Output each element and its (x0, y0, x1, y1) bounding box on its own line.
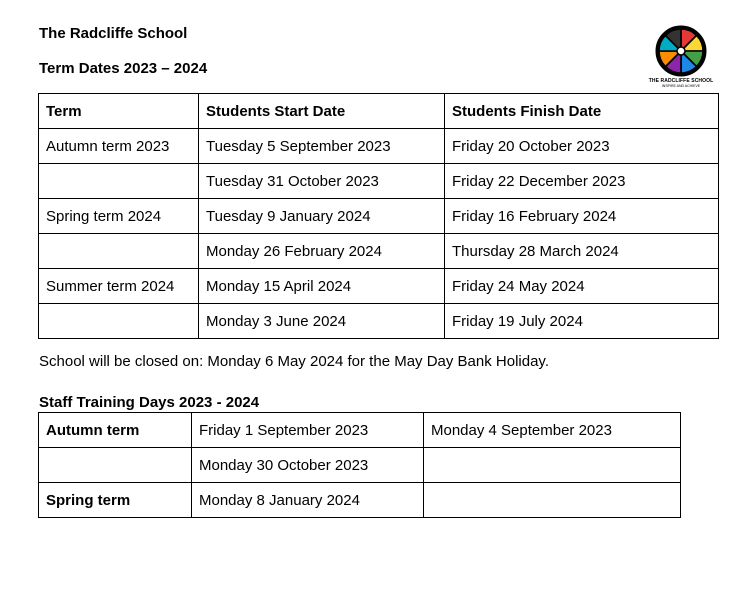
finish-date-cell: Thursday 28 March 2024 (445, 234, 719, 269)
training-day-cell: Monday 30 October 2023 (192, 448, 424, 483)
finish-date-cell: Friday 24 May 2024 (445, 269, 719, 304)
column-header-start-date: Students Start Date (199, 94, 445, 129)
column-header-term: Term (39, 94, 199, 129)
training-day-cell (424, 483, 681, 518)
logo-hub (677, 47, 685, 55)
start-date-cell: Tuesday 5 September 2023 (199, 129, 445, 164)
term-dates-table (38, 93, 719, 339)
logo-motto: INSPIRE AND ACHIEVE (661, 84, 701, 88)
start-date-cell: Monday 3 June 2024 (199, 304, 445, 339)
finish-date-cell: Friday 22 December 2023 (445, 164, 719, 199)
start-date-cell: Monday 26 February 2024 (199, 234, 445, 269)
term-cell: Spring term 2024 (39, 199, 199, 234)
term-cell (39, 234, 199, 269)
table-row (39, 234, 719, 269)
term-cell: Spring term (39, 483, 192, 518)
table-row (39, 129, 719, 164)
term-cell (39, 164, 199, 199)
wheel-logo-icon (646, 24, 716, 78)
table-row (39, 448, 681, 483)
training-day-cell (424, 448, 681, 483)
training-day-cell: Friday 1 September 2023 (192, 413, 424, 448)
column-header-finish-date: Students Finish Date (445, 94, 719, 129)
finish-date-cell: Friday 19 July 2024 (445, 304, 719, 339)
term-cell: Summer term 2024 (39, 269, 199, 304)
document-title: Term Dates 2023 – 2024 (39, 60, 208, 77)
start-date-cell: Tuesday 9 January 2024 (199, 199, 445, 234)
table-row (39, 164, 719, 199)
table-row (39, 483, 681, 518)
table-row (39, 199, 719, 234)
staff-training-table (38, 412, 681, 518)
term-cell (39, 304, 199, 339)
school-logo (646, 24, 716, 90)
school-name: The Radcliffe School (39, 25, 188, 42)
staff-training-title: Staff Training Days 2023 - 2024 (39, 394, 260, 411)
term-cell: Autumn term 2023 (39, 129, 199, 164)
logo-school-name: THE RADCLIFFE SCHOOL (648, 78, 714, 84)
term-cell: Autumn term (39, 413, 192, 448)
table-header-row (39, 94, 719, 129)
finish-date-cell: Friday 20 October 2023 (445, 129, 719, 164)
training-day-cell: Monday 4 September 2023 (424, 413, 681, 448)
term-cell (39, 448, 192, 483)
closure-note: School will be closed on: Monday 6 May 2024 for the May Day Bank Holiday. (39, 353, 549, 370)
training-day-cell: Monday 8 January 2024 (192, 483, 424, 518)
table-row (39, 304, 719, 339)
start-date-cell: Monday 15 April 2024 (199, 269, 445, 304)
table-row (39, 413, 681, 448)
start-date-cell: Tuesday 31 October 2023 (199, 164, 445, 199)
finish-date-cell: Friday 16 February 2024 (445, 199, 719, 234)
table-row (39, 269, 719, 304)
